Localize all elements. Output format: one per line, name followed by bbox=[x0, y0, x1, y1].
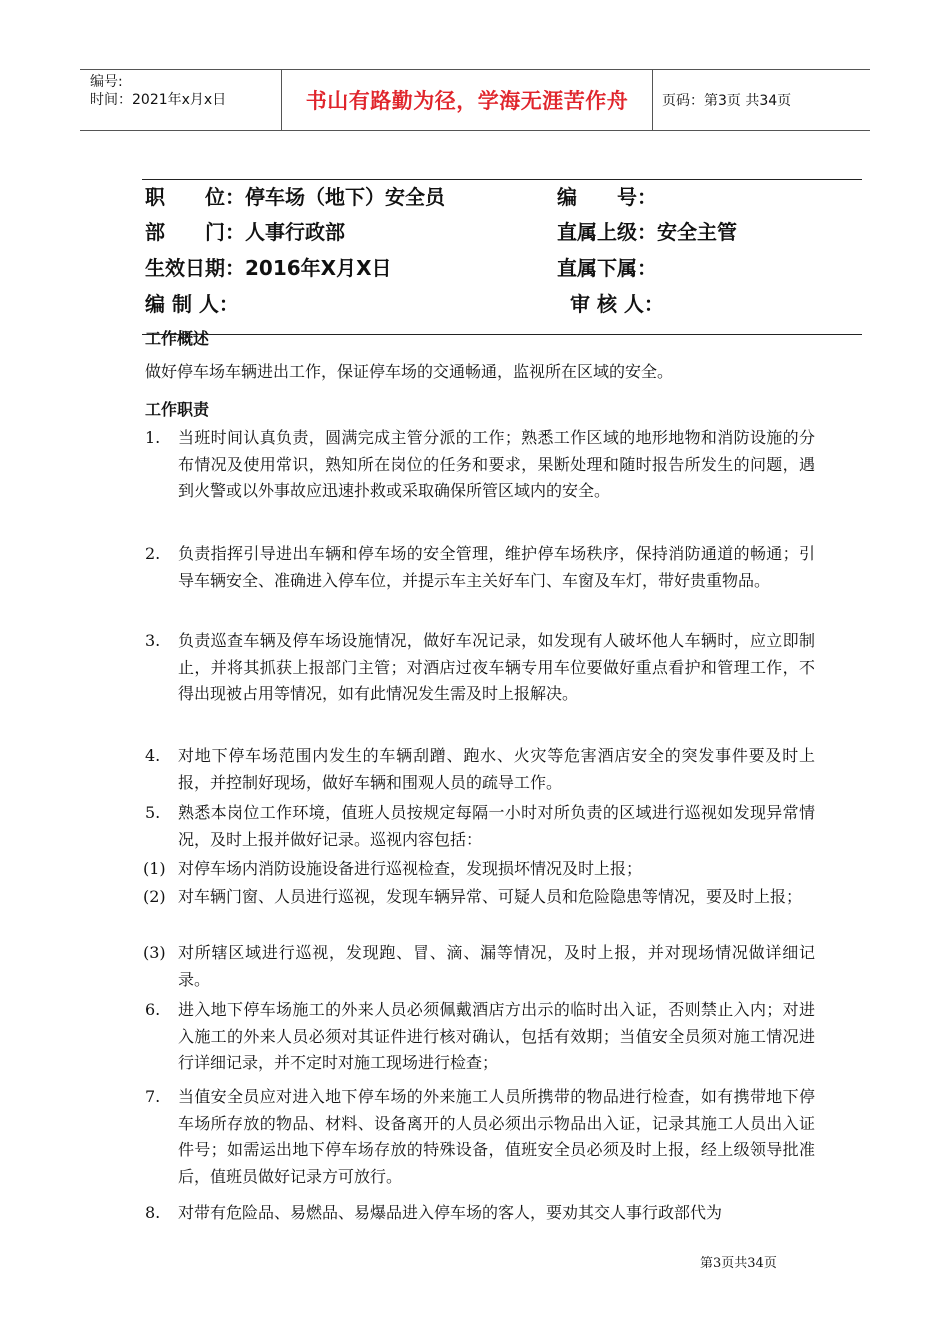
page-label: 页码：第3页 共34页 bbox=[662, 93, 792, 109]
duty-item bbox=[145, 425, 815, 505]
reviewer-row bbox=[570, 288, 664, 317]
duty-subitem bbox=[145, 940, 815, 993]
superior-value: 安全主管 bbox=[657, 220, 737, 244]
duty-text: 当班时间认真负责，圆满完成主管分派的工作；熟悉工作区域的地形地物和消防设施的分布情况及使用常识，熟知所在岗位的任务和要求，果断处理和随时报告所发生的问题，遇到火警或以外事故应迅速扑救或采取确保所管区域内的安全。 bbox=[178, 428, 815, 500]
overview-text: 做好停车场车辆进出工作，保证停车场的交通畅通，监视所在区域的安全。 bbox=[145, 362, 674, 381]
duty-text: 对所辖区域进行巡视，发现跑、冒、滴、漏等情况，及时上报，并对现场情况做详细记录。 bbox=[178, 943, 815, 989]
duty-text: 对停车场内消防设施设备进行巡视检查，发现损坏情况及时上报； bbox=[178, 859, 643, 878]
effective-value: 2016年X月X日 bbox=[245, 256, 392, 280]
subordinate-row bbox=[557, 252, 657, 281]
duty-number: 4. bbox=[145, 746, 161, 765]
duty-item bbox=[145, 628, 815, 708]
duty-number: 3. bbox=[145, 631, 161, 650]
duty-item bbox=[145, 997, 815, 1077]
position-value: 停车场（地下）安全员 bbox=[245, 185, 445, 209]
duty-number: 7. bbox=[145, 1087, 161, 1106]
overview-title: 工作概述 bbox=[145, 329, 210, 348]
code-row bbox=[557, 181, 657, 210]
duty-number: 2. bbox=[145, 544, 161, 563]
duty-text: 对车辆门窗、人员进行巡视，发现车辆异常、可疑人员和危险隐患等情况，要及时上报； bbox=[178, 887, 803, 906]
duty-subitem bbox=[145, 884, 815, 911]
duty-number: 8. bbox=[145, 1203, 161, 1222]
position-label: 职 位： bbox=[145, 185, 245, 209]
code-label: 编 号： bbox=[557, 185, 657, 209]
duty-subitem bbox=[145, 856, 815, 883]
duty-number: (1) bbox=[143, 859, 166, 878]
header-motto-cell bbox=[281, 70, 653, 130]
duty-item bbox=[145, 800, 815, 853]
superior-label: 直属上级： bbox=[557, 220, 657, 244]
department-value: 人事行政部 bbox=[245, 220, 345, 244]
reviewer-label: 审 核 人： bbox=[570, 292, 664, 316]
info-bottom-rule bbox=[142, 334, 862, 335]
duty-text: 熟悉本岗位工作环境，值班人员按规定每隔一小时对所负责的区域进行巡视如发现异常情况，及时上报并做好记录。巡视内容包括： bbox=[178, 803, 815, 849]
duty-text: 对地下停车场范围内发生的车辆刮蹭、跑水、火灾等危害酒店安全的突发事件要及时上报，并控制好现场，做好车辆和围观人员的疏导工作。 bbox=[178, 746, 815, 792]
effective-row bbox=[145, 252, 392, 281]
duty-number: 6. bbox=[145, 1000, 161, 1019]
header-meta bbox=[80, 70, 280, 130]
duty-item bbox=[145, 1200, 815, 1227]
duties-title: 工作职责 bbox=[145, 400, 210, 419]
duty-text: 当值安全员应对进入地下停车场的外来施工人员所携带的物品进行检查，如有携带地下停车场所存放的物品、材料、设备离开的人员必须出示物品出入证，记录其施工人员出入证件号；如需运出地下停车场存放的特殊设备，值班安全员必须及时上报，经上级领导批准后，值班员做好记录方可放行。 bbox=[178, 1087, 815, 1186]
position-row bbox=[145, 181, 445, 210]
superior-row bbox=[557, 216, 737, 245]
duty-item bbox=[145, 1084, 815, 1190]
duty-text: 进入地下停车场施工的外来人员必须佩戴酒店方出示的临时出入证，否则禁止入内；对进入施工的外来人员必须对其证件进行核对确认，包括有效期；当值安全员须对施工情况进行详细记录，并不定时对施工现场进行检查； bbox=[178, 1000, 815, 1072]
duty-text: 对带有危险品、易燃品、易爆品进入停车场的客人，要劝其交人事行政部代为 bbox=[178, 1203, 723, 1222]
footer-page-number: 第3页共34页 bbox=[700, 1256, 777, 1271]
subordinate-label: 直属下属： bbox=[557, 256, 657, 280]
duty-number: 1. bbox=[145, 428, 161, 447]
department-row bbox=[145, 216, 345, 245]
effective-label: 生效日期： bbox=[145, 256, 245, 280]
time-label: 时间：2021年x月x日 bbox=[90, 92, 227, 108]
motto: 书山有路勤为径，学海无涯苦作舟 bbox=[305, 89, 629, 113]
duty-text: 负责巡查车辆及停车场设施情况，做好车况记录，如发现有人破坏他人车辆时，应立即制止，并将其抓获上报部门主管；对酒店过夜车辆专用车位要做好重点看护和管理工作，不得出现被占用等情况，如有此情况发生需及时上报解决。 bbox=[178, 631, 815, 703]
editor-label: 编 制 人： bbox=[145, 292, 239, 316]
duty-number: (3) bbox=[143, 943, 166, 962]
editor-row bbox=[145, 288, 239, 317]
duty-number: (2) bbox=[143, 887, 166, 906]
duty-item bbox=[145, 541, 815, 594]
duty-text: 负责指挥引导进出车辆和停车场的安全管理，维护停车场秩序，保持消防通道的畅通；引导车辆安全、准确进入停车位，并提示车主关好车门、车窗及车灯，带好贵重物品。 bbox=[178, 544, 815, 590]
info-top-rule bbox=[142, 179, 862, 180]
duty-number: 5. bbox=[145, 803, 161, 822]
duty-item bbox=[145, 743, 815, 796]
header-page-cell bbox=[662, 70, 870, 130]
number-label: 编号: bbox=[90, 74, 123, 90]
department-label: 部 门： bbox=[145, 220, 245, 244]
page-header bbox=[80, 69, 870, 131]
